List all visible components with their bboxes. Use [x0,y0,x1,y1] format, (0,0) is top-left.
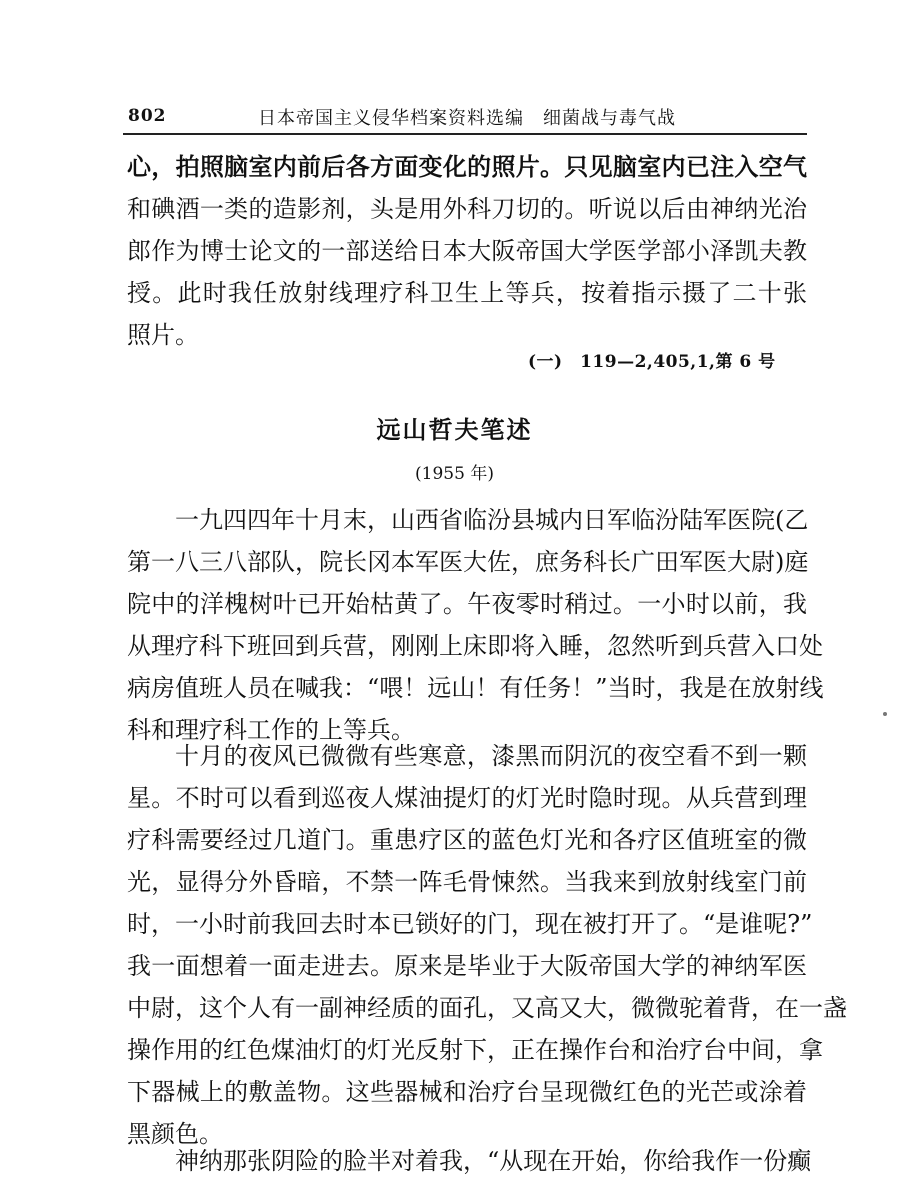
running-title: 日本帝国主义侵华档案资料选编 细菌战与毒气战 [258,108,676,129]
text-line: 疗科需要经过几道门。重患疗区的蓝色灯光和各疗区值班室的微 [127,826,807,854]
page-number: 802 [128,106,167,126]
continued-paragraph [127,146,807,356]
text-line: 时，一小时前我回去时本已锁好的门，现在被打开了。“是谁呢?” [127,910,813,938]
text-line: 照片。 [127,321,199,349]
text-line: 十月的夜风已微微有些寒意，漆黑而阴沉的夜空看不到一颗 [175,742,807,770]
text-line: 心，拍照脑室内前后各方面变化的照片。只见脑室内已注入空气 [127,152,807,181]
text-line: 病房值班人员在喊我：“喂！远山！有任务！”当时，我是在放射线 [127,674,824,702]
text-line: 星。不时可以看到巡夜人煤油提灯的灯光时隐时现。从兵营到理 [127,784,807,812]
text-line: 下器械上的敷盖物。这些器械和治疗台呈现微红色的光芒或涂着 [127,1078,807,1106]
text-line: 郎作为博士论文的一部送给日本大阪帝国大学医学部小泽凯夫教 [127,237,807,265]
source-citation: (一) 119—2,405,1,第 6 号 [528,352,776,372]
text-line: 一九四四年十月末，山西省临汾县城内日军临汾陆军医院(乙 [175,506,809,534]
text-line: 第一八三八部队，院长冈本军医大佐，庶务科长广田军医大尉)庭 [127,548,809,576]
paragraph-2 [127,735,847,1155]
text-line: 院中的洋槐树叶已开始枯黄了。午夜零时稍过。一小时以前，我 [127,590,807,618]
text-line: 授。此时我任放射线理疗科卫生上等兵，按着指示摄了二十张 [127,279,807,307]
text-line: 中尉，这个人有一副神经质的面孔，又高又大，微微驼着背，在一盏 [127,994,847,1022]
section-title: 远山哲夫笔述 [376,415,533,444]
text-line: 黑颜色。 [127,1120,223,1148]
text-line: 光，显得分外昏暗，不禁一阵毛骨悚然。当我来到放射线室门前 [127,868,807,896]
text-line: 神纳那张阴险的脸半对着我，“从现在开始，你给我作一份癫 [175,1147,812,1175]
scan-speck [883,712,887,716]
header-rule [123,133,807,135]
text-line: 和碘酒一类的造影剂，头是用外科刀切的。听说以后由神纳光治 [127,195,807,223]
paragraph-1 [127,499,824,751]
text-line: 我一面想着一面走进去。原来是毕业于大阪帝国大学的神纳军医 [127,952,807,980]
text-line: 从理疗科下班回到兵营，刚刚上床即将入睡，忽然听到兵营入口处 [127,632,823,660]
text-line: 科和理疗科工作的上等兵。 [127,716,415,744]
section-year: (1955 年) [415,464,494,484]
text-line: 操作用的红色煤油灯的灯光反射下，正在操作台和治疗台中间，拿 [127,1036,823,1064]
page-header [128,104,808,134]
paragraph-3 [127,1140,812,1182]
